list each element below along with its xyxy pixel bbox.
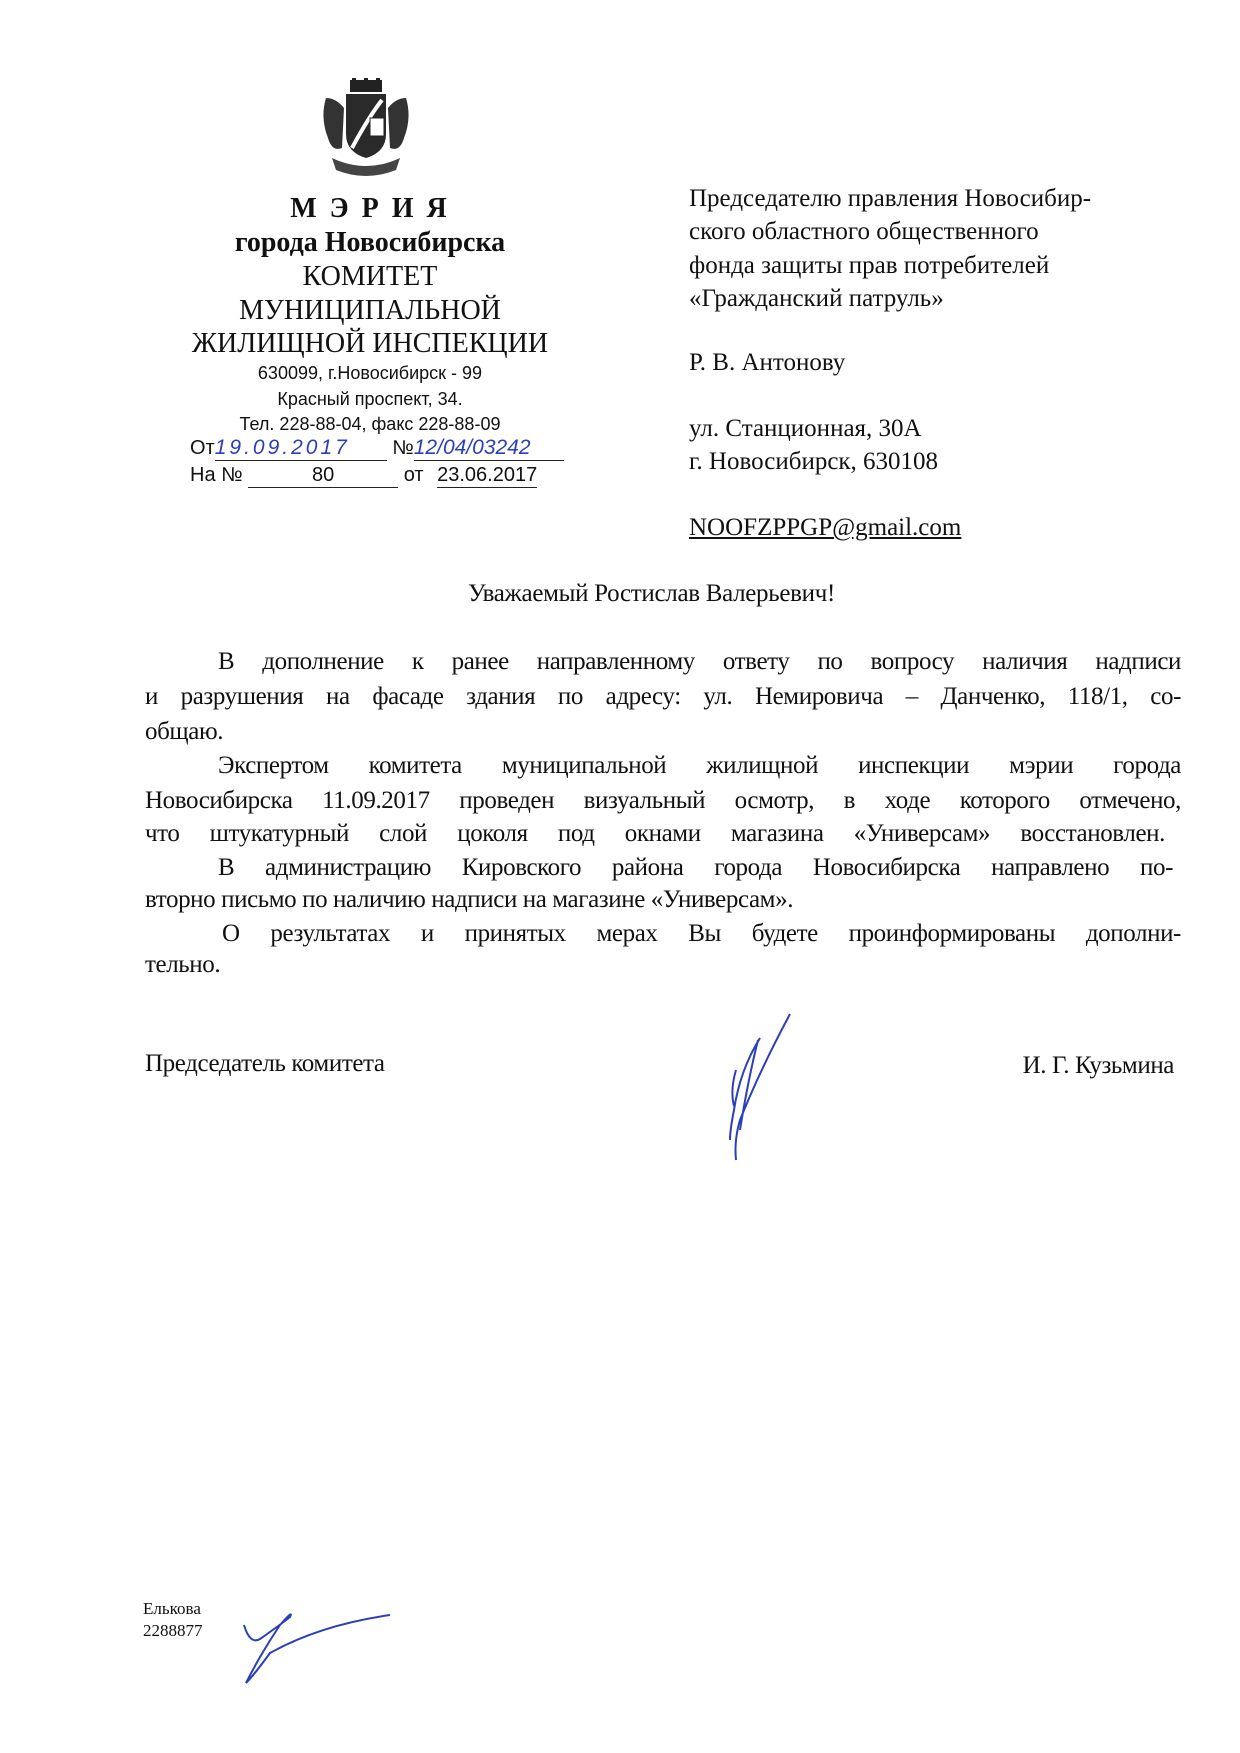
letterhead-committee: КОМИТЕТ <box>302 261 438 292</box>
recipient-line3: фонда защиты прав потребителей <box>689 252 1050 279</box>
executor-phone: 2288877 <box>143 1621 203 1640</box>
outgoing-number: 12/04/03242 <box>414 436 564 461</box>
recipient-name: Р. В. Антонову <box>689 349 846 376</box>
letterhead-phone: Тел. 228-88-04, факс 228-88-09 <box>239 414 501 434</box>
body-line: О результатах и принятых мерах Вы будете проинформированы дополни- <box>222 920 1181 947</box>
recipient-street: ул. Станционная, 30А <box>689 415 922 442</box>
signatory-position: Председатель комитета <box>145 1050 385 1077</box>
recipient-line1: Председателю правления Новосибир- <box>689 185 1092 212</box>
coat-of-arms-emblem <box>318 78 414 180</box>
recipient-line4: «Гражданский патруль» <box>689 285 944 312</box>
recipient-line2: ского областного общественного <box>689 218 1039 245</box>
letterhead-inspection: ЖИЛИЩНОЙ ИНСПЕКЦИИ <box>191 328 549 359</box>
letterhead-municipal: МУНИЦИПАЛЬНОЙ <box>239 295 501 326</box>
ref-date-label: от <box>403 464 424 486</box>
letterhead-address1: 630099, г.Новосибирск - 99 <box>257 363 483 383</box>
recipient-email[interactable]: NOOFZPPGP@gmail.com <box>689 514 962 541</box>
ref-date: 23.06.2017 <box>437 464 538 486</box>
executor-name: Елькова <box>143 1599 201 1618</box>
outgoing-ref <box>190 436 564 461</box>
handwritten-signature <box>700 1010 800 1170</box>
ref-label: На № <box>190 464 243 486</box>
from-label: От <box>190 437 215 459</box>
from-date: 19.09.2017 <box>215 436 387 461</box>
letterhead-address2: Красный проспект, 34. <box>277 389 463 409</box>
letterhead-city: города Новосибирска <box>234 227 506 258</box>
body-line: вторно письмо по наличию надписи на магазине «Универсам». <box>145 886 794 913</box>
letterhead-mayoralty: М Э Р И Я <box>290 193 450 224</box>
executor-signature <box>240 1605 400 1690</box>
greeting: Уважаемый Ростислав Валерьевич! <box>468 580 836 607</box>
body-line: В администрацию Кировского района города Новосибирска направлено по- <box>218 854 1173 881</box>
signatory-name: И. Г. Кузьмина <box>1022 1052 1174 1079</box>
ref-number: 80 <box>248 464 398 488</box>
body-line: тельно. <box>145 951 221 978</box>
incoming-ref <box>190 464 537 488</box>
number-label: № <box>392 437 414 459</box>
body-line: что штукатурный слой цоколя под окнами магазина «Универсам» восстановлен. <box>145 820 1165 847</box>
recipient-city: г. Новосибирск, 630108 <box>689 448 939 475</box>
body-line: Новосибирска 11.09.2017 проведен визуальный осмотр, в ходе которого отмечено, <box>145 787 1181 814</box>
body-line: Экспертом комитета муниципальной жилищной инспекции мэрии города <box>218 752 1181 779</box>
body-line: общаю. <box>145 718 224 745</box>
body-line: В дополнение к ранее направленному ответу по вопросу наличия надписи <box>218 648 1181 675</box>
body-line: и разрушения на фасаде здания по адресу: ул. Немировича – Данченко, 118/1, со- <box>145 683 1181 710</box>
